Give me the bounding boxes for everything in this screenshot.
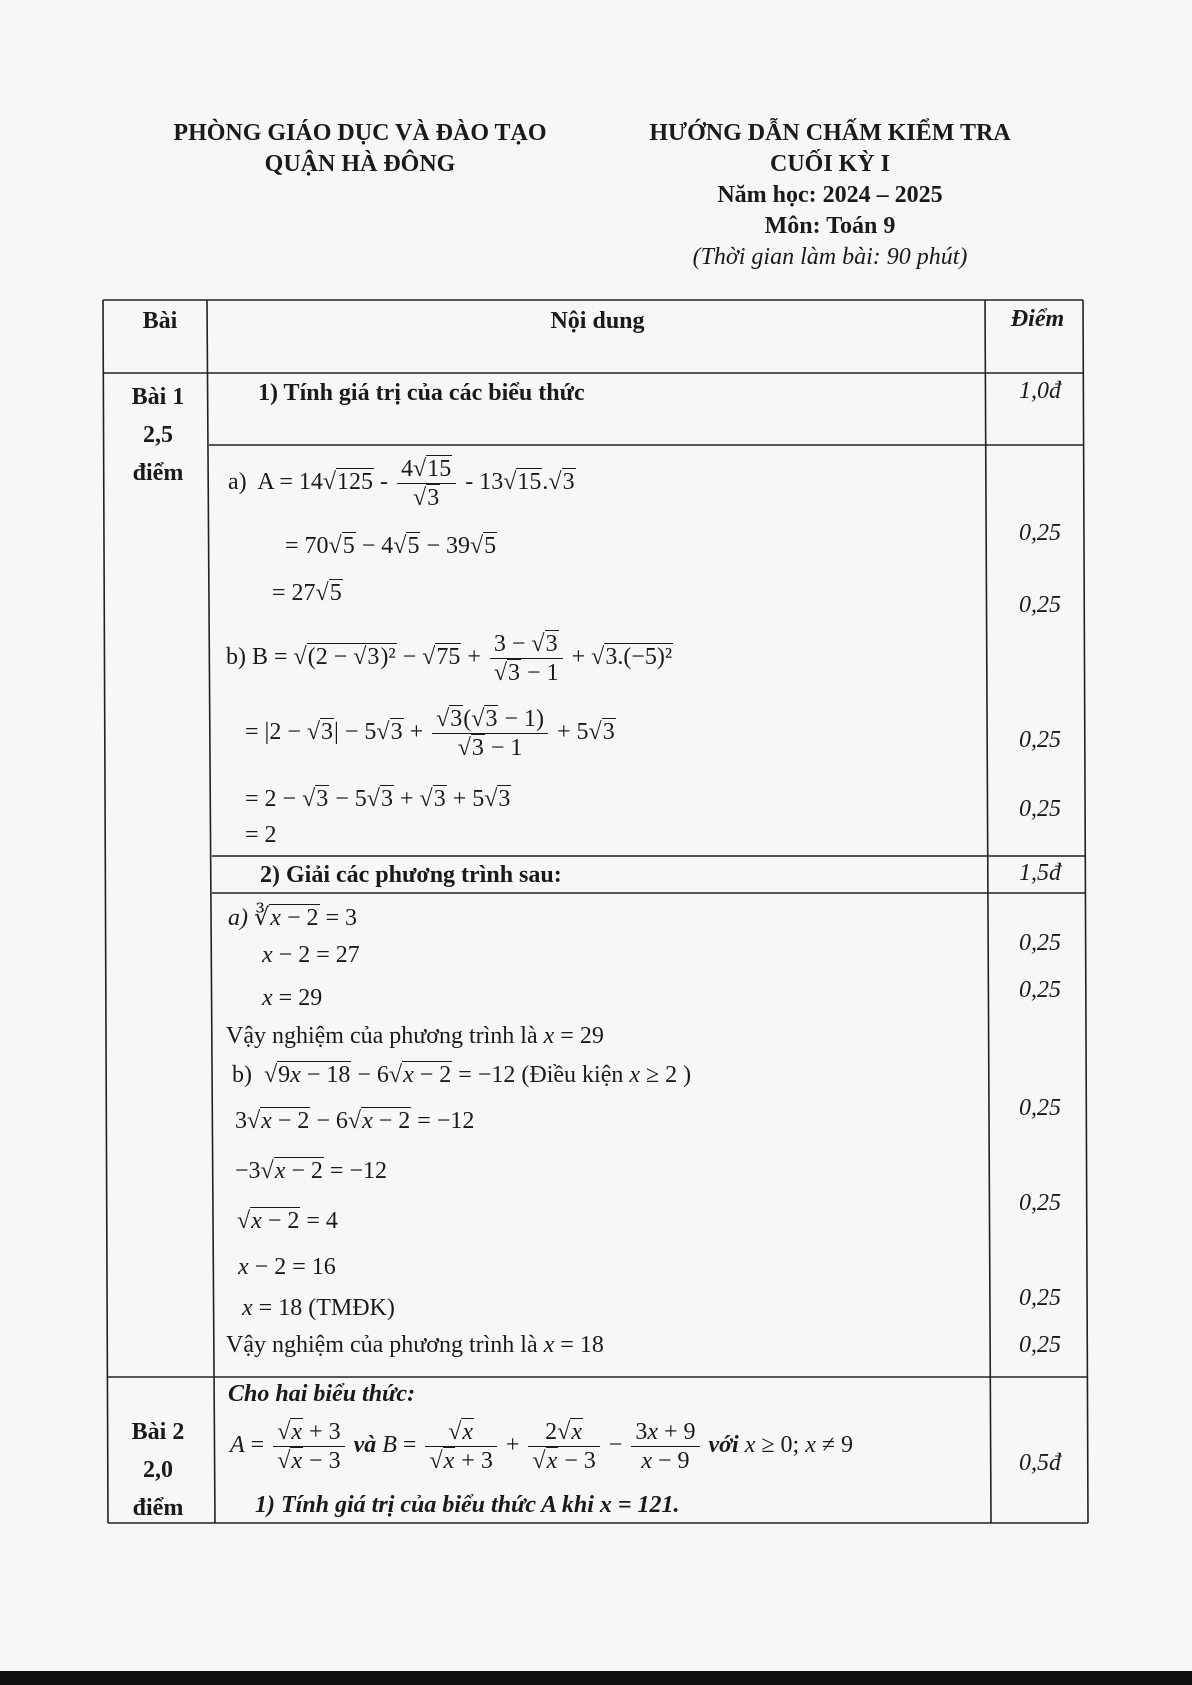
duration: (Thời gian làm bài: 90 phút) [692,244,968,270]
bai2-intro: Cho hai biểu thức: [228,1381,416,1407]
bai1-p2b-score1: 0,25 [1019,1095,1061,1121]
bai1-p2b-score4: 0,25 [1019,1332,1061,1358]
bai1-part2-title: 2) Giải các phương trình sau: [260,862,562,888]
bai1-p2a-conclusion-text: Vậy nghiệm của phương trình là [226,1023,538,1049]
bai1-p2a-score2: 0,25 [1019,977,1061,1003]
bai1-p2a-score1: 0,25 [1019,930,1061,956]
bai1-b-score2: 0,25 [1019,796,1061,822]
bai1-label [108,378,208,492]
bai1-b-result: = 2 [245,822,277,848]
bai2-label [108,1413,208,1527]
bai2-and-word: và [353,1432,377,1459]
bai1-p2a-conclusion: Vậy nghiệm của phương trình là x = 29 [226,1023,604,1049]
bai1-label-line2: 2,5 [143,422,173,448]
org-line2: QUẬN HÀ ĐÔNG [264,151,456,177]
bai2-with-word: với [708,1432,739,1459]
bai1-b-step1: = |2 − √3| − 5√3 + $\frac{√3(√3 - 1)}{√3 - 1}$ + 5√3 [245,706,615,761]
bai1-a-expression: a) A = 14√125 - $\frac{4√15}{√3}$ - 13√15.√3 [228,456,575,511]
bai2-label-line2: 2,0 [143,1457,173,1483]
bai1-p2b-score3: 0,25 [1019,1285,1061,1311]
subject: Môn: Toán 9 [764,213,896,239]
bai1-part1-title: 1) Tính giá trị của các biểu thức [258,380,585,406]
bai1-p2b-equation: b) √9x − 18 − 6√x − 2 = −12 (Điều kiện x ≥ 2 ) [232,1062,692,1088]
school-year: Năm học: 2024 – 2025 [717,182,943,208]
bai1-label-line1: Bài 1 [131,384,185,410]
bai2-label-line1: Bài 2 [131,1419,185,1445]
org-line1: PHÒNG GIÁO DỤC VÀ ĐÀO TẠO [173,120,547,146]
bai1-p2a-step2: x = 29 [262,985,323,1011]
bai2-expressions: A = $\frac{√x + 3}{√x - 3}$ và B = $\frac{√x}{√x + 3}$ + $\frac{2√x}{√x - 3}$ − $\frac{3x + 9}{x - 9}$ với x ≥ 0; x ≠ 9 [230,1419,854,1474]
bai1-p2b-tm: (TMĐK) [308,1295,395,1321]
bai2-label-line3: điểm [132,1495,184,1521]
bai1-a-score2: 0,25 [1019,592,1061,618]
bai1-p2b-step2: −3√x − 2 = −12 [235,1158,387,1184]
col-header-score: Điểm [1010,306,1065,332]
col-header-bai: Bài [142,308,178,334]
bai1-p2b-step3: √x − 2 = 4 [237,1208,338,1234]
bai1-a-score1: 0,25 [1019,520,1061,546]
bai1-p2b-step5: x = 18 (TMĐK) [242,1295,395,1321]
bai2-score: 0,5đ [1019,1450,1061,1476]
bai1-p2b-conclusion-text: Vậy nghiệm của phương trình là [226,1332,538,1358]
header-org [100,118,620,180]
bai1-p2b-conclusion: Vậy nghiệm của phương trình là x = 18 [226,1332,604,1358]
bai1-b-expression: b) B = √(2 − √3)² − √75 + $\frac{3 - √3}{√3 - 1}$ + √3.(−5)² [226,631,673,686]
bai1-part1-score: 1,0đ [1019,378,1061,404]
col-header-content: Nội dung [550,308,645,334]
bai1-p2a-step1: x − 2 = 27 [262,942,360,968]
bai1-part2-score: 1,5đ [1019,860,1061,886]
bai1-label-line3: điểm [132,460,184,486]
header-title [600,118,1060,273]
bai1-p2b-step4: x − 2 = 16 [238,1254,336,1280]
bai1-p2a-equation: a) ∛x − 2 = 3 [228,905,358,931]
title-line1: HƯỚNG DẪN CHẤM KIỂM TRA [649,120,1011,146]
bai1-p2b-score2: 0,25 [1019,1190,1061,1216]
page-bottom-edge [0,1671,1192,1685]
bai1-p2b-condition: (Điều kiện [521,1062,624,1088]
bai1-b-step2: = 2 − √3 − 5√3 + √3 + 5√3 [245,786,511,812]
bai2-question1: 1) Tính giá trị của biểu thức A khi x = 121. [255,1492,680,1518]
title-line2: CUỐI KỲ I [769,151,890,177]
bai1-a-step1: = 70√5 − 4√5 − 39√5 [285,533,497,559]
bai1-b-score1: 0,25 [1019,727,1061,753]
bai1-p2b-step1: 3√x − 2 − 6√x − 2 = −12 [235,1108,475,1134]
bai1-a-result: = 27√5 [272,580,342,606]
